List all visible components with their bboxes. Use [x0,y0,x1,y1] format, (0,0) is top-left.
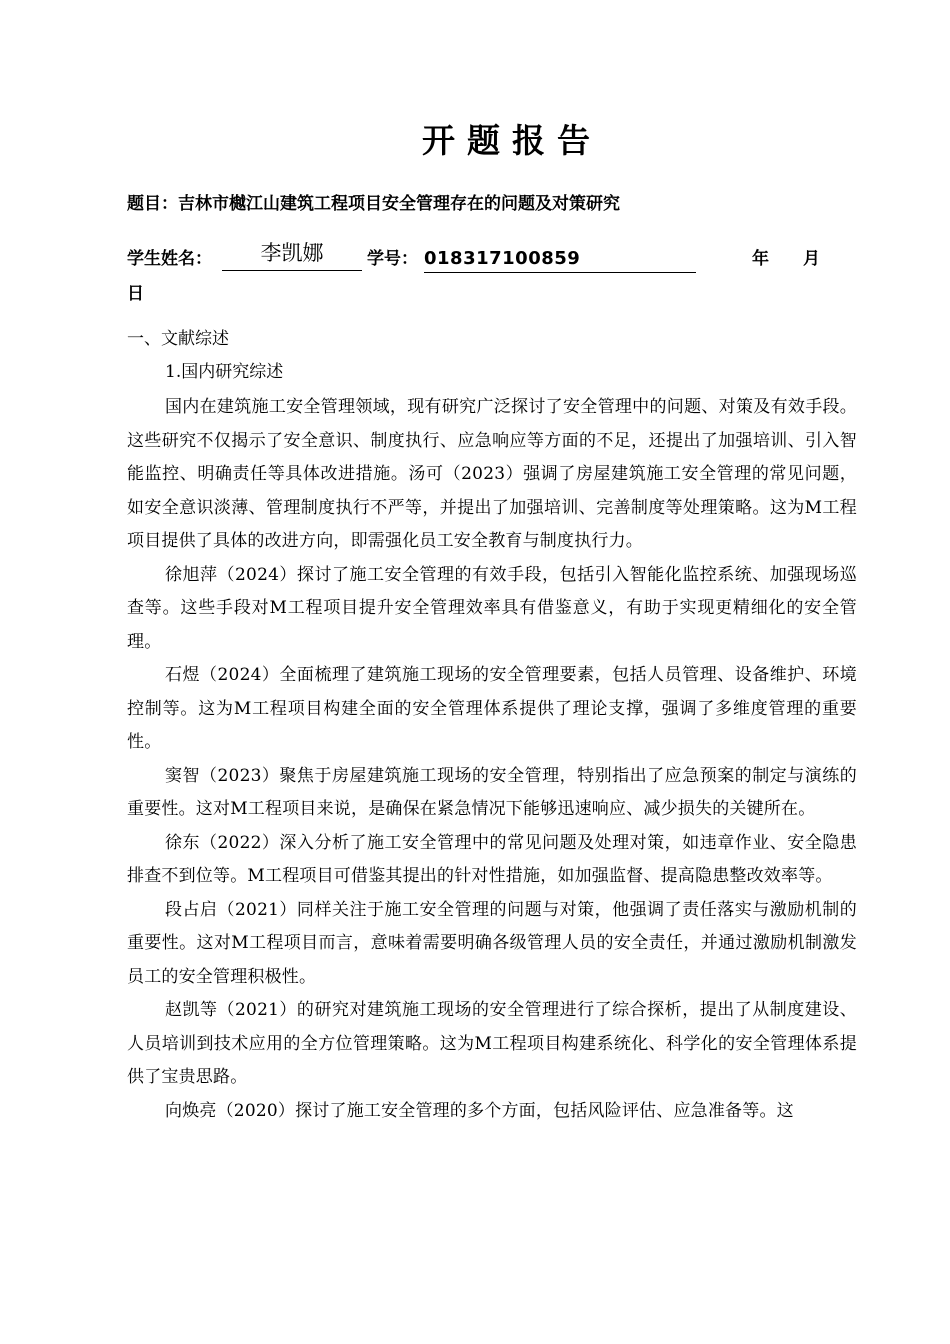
thesis-topic: 题目：吉林市樾江山建筑工程项目安全管理存在的问题及对策研究 [127,194,620,214]
document-title: 开题报告 [422,121,602,160]
student-name-label: 学生姓名： [127,249,212,269]
section-heading: 一、文献综述 [127,329,229,349]
year-label: 年 [752,249,769,269]
student-id-label: 学号： [367,249,418,269]
paragraph: 窦智（2023）聚焦于房屋建筑施工现场的安全管理，特别指出了应急预案的制定与演练的重要性。这对M工程项目来说，是确保在紧急情况下能够迅速响应、减少损失的关键所在。 [127,765,857,819]
paragraph: 赵凯等（2021）的研究对建筑施工现场的安全管理进行了综合探析，提出了从制度建设、人员培训到技术应用的全方位管理策略。这为M工程项目构建系统化、科学化的安全管理体系提供了宝贵思路。 [127,1000,857,1087]
paragraph: 石煜（2024）全面梳理了建筑施工现场的安全管理要素，包括人员管理、设备维护、环境控制等。这为M工程项目构建全面的安全管理体系提供了理论支撑，强调了多维度管理的重要性。 [127,665,857,752]
paragraph: 国内在建筑施工安全管理领域，现有研究广泛探讨了安全管理中的问题、对策及有效手段。这些研究不仅揭示了安全意识、制度执行、应急响应等方面的不足，还提出了加强培训、引入智能监控、明确责任等具体改进措施。汤可（2023）强调了房屋建筑施工安全管理的常见问题，如安全意识淡薄、管理制度执行不严等，并提出了加强培训、完善制度等处理策略。这为M工程项目提供了具体的改进方向，即需强化员工安全教育与制度执行力。 [127,397,857,551]
student-name-field: 李凯娜 [222,240,362,271]
paragraph: 段占启（2021）同样关注于施工安全管理的问题与对策，他强调了责任落实与激励机制的重要性。这对M工程项目而言，意味着需要明确各级管理人员的安全责任，并通过激励机制激发员工的安全管理积极性。 [127,899,857,987]
paragraph: 徐东（2022）深入分析了施工安全管理中的常见问题及处理对策，如违章作业、安全隐患排查不到位等。M工程项目可借鉴其提出的针对性措施，如加强监督、提高隐患整改效率等。 [127,832,857,886]
month-label: 月 [803,249,820,269]
paragraph: 向焕亮（2020）探讨了施工安全管理的多个方面，包括风险评估、应急准备等。这 [165,1100,794,1121]
document-body [127,391,857,1128]
paragraph: 徐旭萍（2024）探讨了施工安全管理的有效手段，包括引入智能化监控系统、加强现场巡查等。这些手段对M工程项目提升安全管理效率具有借鉴意义，有助于实现更精细化的安全管理。 [127,564,857,652]
subsection-heading: 1.国内研究综述 [165,362,284,382]
student-info-line [127,241,887,274]
student-id-field: 018317100859 [424,244,696,273]
day-label: 日 [127,284,144,304]
